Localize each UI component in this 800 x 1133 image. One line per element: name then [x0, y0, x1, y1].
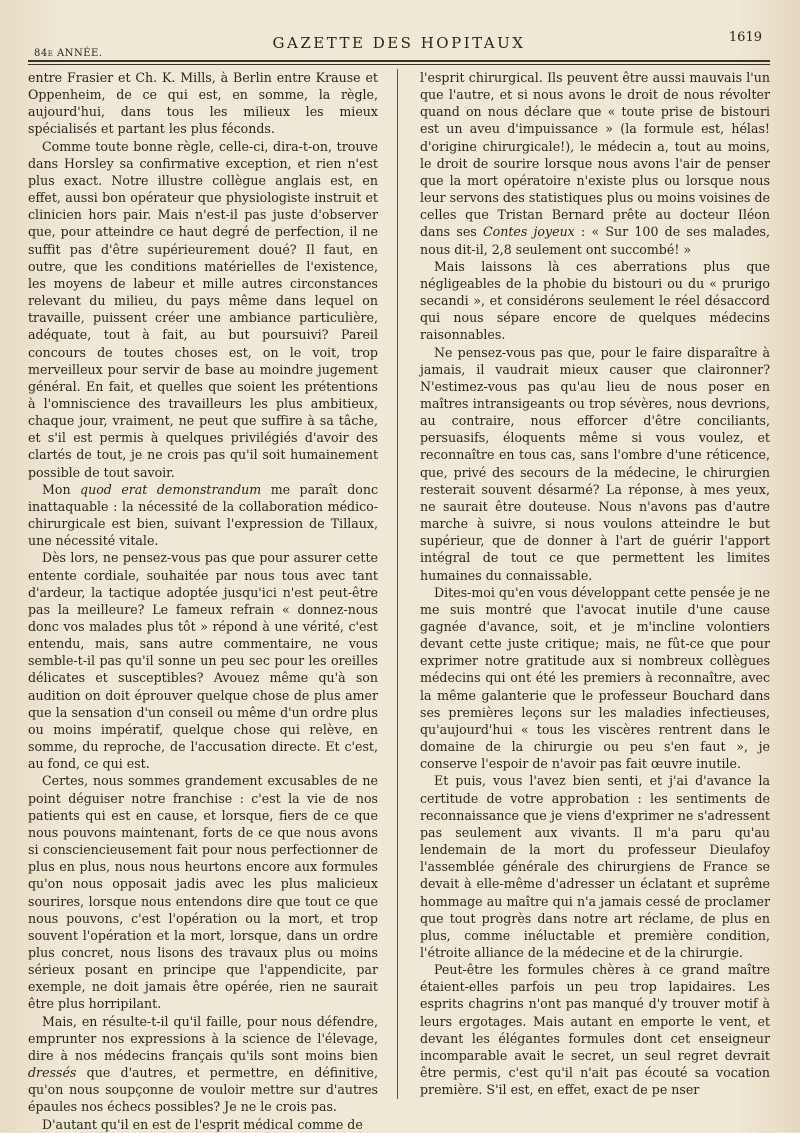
text-columns: [28, 69, 770, 1132]
text-run: Mon: [42, 481, 81, 497]
column-divider: [397, 69, 398, 1099]
journal-title: GAZETTE DES HOPITAUX: [272, 34, 526, 52]
paragraph: Et puis, vous l'avez bien senti, et j'ai d'avance la certitude de votre approbation : les sentiments de reconnaissance que je viens d'exprimer ne s'adressent pas seulement aux vivants. Il m'a paru qu'au lendemain de la mort du professeur Dieulafoy l'assemblée générale des chirurgiens de France se devait à elle-même d'adresser un éclatant et suprême hommage au maître qui n'a jamais cessé de proclamer que tout progrès dans notre art réclame, de plus en plus, comme inéluctable et première condition, l'étroite alliance de la médecine et de la chirurgie.: [420, 773, 770, 960]
paragraph: Peut-être les formules chères à ce grand maître étaient-elles parfois un peu trop lapidaires. Les esprits chagrins n'ont pas manqué d'y trouver motif à leurs ergotages. Mais autant en emporte le vent, et devant les élégantes formules dont cet enseigneur incomparable avait le secret, un seul regret devrait être permis, c'est qu'il n'ait pas écouté sa vocation première. S'il est, en effet, exact de pe nser: [420, 962, 770, 1098]
italic-phrase: quod erat demonstrandum: [80, 481, 262, 497]
page-number: 1619: [728, 30, 762, 45]
year-label: 84e ANNÉE.: [34, 48, 103, 59]
paragraph: Dites-moi qu'en vous développant cette pensée je ne me suis montré que l'avocat inutile d'une cause gagnée d'avance, soit, et je m'incline volontiers devant cette juste critique; mais, ne fût-ce que pour exprimer notre gratitude aux si nombreux collègues médecins qui ont été les premiers à reconnaître, avec la même galanterie que le professeur Bouchard dans ses premières leçons sur les maladies infectieuses, qu'aujourd'hui « tous les viscères rentrent dans le domaine de la chirurgie ou peu s'en faut », je conserve l'espoir de n'avoir pas fait œuvre inutile.: [420, 584, 770, 772]
paragraph: [420, 69, 770, 258]
text-run: Mais, en résulte-t-il qu'il faille, pour nous défendre, emprunter nos expressions à la science de l'élevage, dire à nos médecins français qu'ils sont moins bien: [28, 1013, 378, 1063]
text-run: me paraît donc inattaquable : la nécessité de la collaboration médico-chirurgicale est bien, suivant l'expression de Tillaux, une nécessité vitale.: [28, 481, 379, 549]
paragraph: Dès lors, ne pensez-vous pas que pour assurer cette entente cordiale, souhaitée par nous tous avec tant d'ardeur, la tactique adoptée jusqu'ici n'est peut-être pas la meilleure? Le fameux refrain « donnez-nous donc vos malades plus tôt » répond à une vérité, c'est entendu, mais, sans autre commentaire, ne vous semble-t-il pas qu'il sonne un peu sec pour les oreilles délicates et susceptibles? Avouez même qu'à son audition on doit éprouver quelque chose de plus amer que la sensation d'un conseil ou même d'un ordre plus ou moins impératif, quelque chose qui relève, en somme, du reproche, de l'accusation directe. Et c'est, au fond, ce qui est.: [28, 550, 378, 772]
italic-phrase: dressés: [28, 1065, 77, 1081]
paragraph: [28, 481, 378, 550]
text-run: que d'autres, et permettre, en définitive, qu'on nous soupçonne de vouloir mettre sur d'autres épaules nos échecs possibles? Je ne le crois pas.: [28, 1065, 378, 1115]
header-rule: [28, 60, 770, 65]
paragraph: Comme toute bonne règle, celle-ci, dira-t-on, trouve dans Horsley sa confirmative exception, et rien n'est plus exact. Notre illustre collègue anglais est, en effet, aussi bon opérateur que physiologiste instruit et clinicien hors pair. Mais n'est-il pas juste d'observer que, pour atteindre ce haut degré de perfection, il ne suffit pas d'être supérieurement doué? Il faut, en outre, que les conditions matérielles de l'existence, les moyens de labeur et mille autres circonstances relevant du milieu, du pays même dans lequel on travaille, puissent créer une ambiance particulière, adéquate, tout à fait, au but poursuivi? Pareil concours de toutes choses est, on le voit, trop merveilleux pour servir de base au moindre jugement général. En fait, et quelles que soient les prétentions à l'omniscience des travailleurs les plus ambitieux, chaque jour, vraiment, ne peut que suffire à sa tâche, et s'il est permis à quelques privilégiés d'avoir des clartés de tout, je ne crois pas qu'il soit humainement possible de tout savoir.: [28, 138, 378, 480]
paragraph: Mais laissons là ces aberrations plus que négligeables de la phobie du bistouri ou du « prurigo secandi », et considérons seulement le réel désaccord qui nous sépare encore de quelques médecins raisonnables.: [420, 258, 770, 343]
paragraph: Certes, nous sommes grandement excusables de ne point déguiser notre franchise : c'est la vie de nos patients qui est en cause, et lorsque, fiers de ce que nous pouvons maintenant, forts de ce que nous avons si consciencieusement fait pour nous perfectionner de plus en plus, nous nous heurtons encore aux formules qu'on nous opposait jadis avec les plus malicieux sourires, lorsque nous entendons dire que tout ce que nous pouvons, c'est l'opération ou la mort, et trop souvent l'opération et la mort, lorsque, dans un ordre plus concret, nous lisons des travaux plus ou moins sérieux posant en principe que l'appendicite, par exemple, ne doit jamais être opérée, rien ne saurait être plus horripilant.: [28, 773, 378, 1012]
paragraph: D'autant qu'il en est de l'esprit médical comme de: [42, 1116, 363, 1132]
left-column: [28, 69, 379, 1132]
page-header: [28, 22, 770, 59]
italic-phrase: Contes joyeux: [482, 224, 575, 240]
paragraph: [28, 1013, 378, 1116]
text-run: : « Sur 100 de ses malades, nous dit-il, 2,8 seulement ont succombé! »: [420, 224, 770, 257]
paragraph: Ne pensez-vous pas que, pour le faire disparaître à jamais, il vaudrait mieux causer que claironner? N'estimez-vous pas qu'au lieu de nous poser en maîtres intransigeants ou trop sévères, nous devrions, au contraire, nous efforcer d'être conciliants, persuasifs, éloquents même si vous voulez, et reconnaître en tous cas, sans l'ombre d'une réticence, que, privé des secours de la médecine, le chirurgien resterait souvent désarmé? La réponse, à mes yeux, ne saurait être douteuse. Nous n'avons pas d'autre marche à suivre, si nous voulons atteindre le but supérieur, que de donner à l'art de guérir l'apport intégral de tout ce que permettent les limites humaines du connaissable.: [420, 344, 770, 583]
right-column: [420, 69, 770, 1109]
paragraph: entre Frasier et Ch. K. Mills, à Berlin entre Krause et Oppenheim, de ce qui est, en somme, la règle, aujourd'hui, dans tous les milieux les mieux spécialisés et partant les plus féconds.: [28, 70, 378, 137]
text-run: l'esprit chirurgical. Ils peuvent être aussi mauvais l'un que l'autre, et si nous avons le droit de nous révolter quand on nous déclare que « toute prise de bistouri est un aveu d'impuissance » (la formule est, hélas! d'origine chirurgicale!), le médecin a, tout au moins, le droit de sourire lorsque nous avons l'air de penser que la mort opératoire n'existe plus ou lorsque nous leur servons des statistiques plus ou moins voisines de celles que Tristan Bernard prête au docteur Iléon dans ses: [420, 70, 770, 240]
